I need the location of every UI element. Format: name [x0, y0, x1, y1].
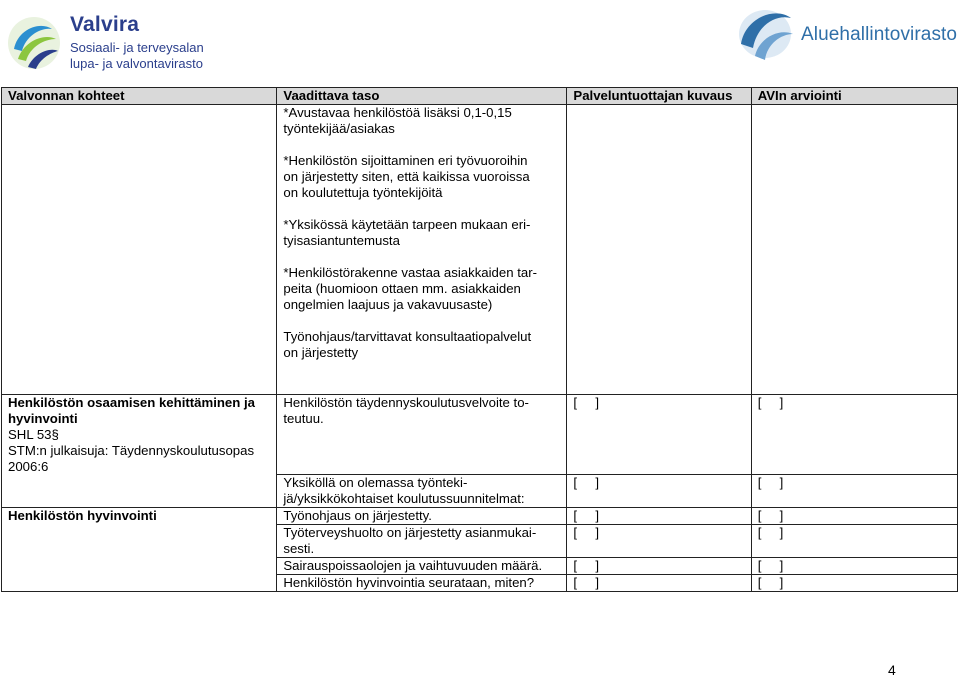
description-cell: [567, 105, 751, 395]
valvira-tagline-1: Sosiaali- ja terveysalan: [70, 40, 204, 55]
requirement-paragraph: *Henkilöstörakenne vastaa asiakkaiden tar- peita (huomioon ottaen mm. asiakkaiden ongelmien laajuus ja vakavuusaste): [283, 265, 538, 312]
header-valvonnan-kohteet: Valvonnan kohteet: [2, 88, 277, 105]
description-checkbox[interactable]: [ ]: [567, 525, 751, 558]
requirement-cell: Henkilöstön täydennyskoulutusvelvoite to- teutuu.: [277, 395, 567, 475]
requirement-cell: [277, 105, 567, 395]
table-header-row: [2, 88, 958, 105]
requirement-cell: Sairauspoissaolojen ja vaihtuvuuden määrä.: [277, 558, 567, 575]
supervision-table: [1, 87, 958, 592]
description-checkbox[interactable]: [ ]: [567, 475, 751, 508]
header-palveluntuottajan-kuvaus: Palveluntuottajan kuvaus: [567, 88, 751, 105]
valvira-tagline-2: lupa- ja valvontavirasto: [70, 56, 203, 71]
kohde-title-cont: hyvinvointi: [8, 411, 78, 426]
valvira-emblem-icon: [6, 15, 62, 71]
evaluation-checkbox[interactable]: [ ]: [751, 575, 957, 592]
evaluation-checkbox[interactable]: [ ]: [751, 508, 957, 525]
avi-emblem-icon: [735, 4, 797, 62]
requirement-paragraph: Työnohjaus/tarvittavat konsultaatiopalvelut on järjestetty: [283, 329, 532, 360]
valvira-name: Valvira: [70, 13, 140, 36]
kohde-reference: STM:n julkaisuja: Täydennyskoulutusopas: [8, 443, 255, 458]
evaluation-checkbox[interactable]: [ ]: [751, 525, 957, 558]
evaluation-checkbox[interactable]: [ ]: [751, 395, 957, 475]
description-checkbox[interactable]: [ ]: [567, 508, 751, 525]
requirement-cell: Työterveyshuolto on järjestetty asianmukai- sesti.: [277, 525, 567, 558]
page-number: 4: [888, 662, 896, 678]
kohde-reference: SHL 53§: [8, 427, 59, 442]
table-row: [2, 508, 958, 525]
evaluation-checkbox[interactable]: [ ]: [751, 558, 957, 575]
requirement-paragraph: *Avustavaa henkilöstöä lisäksi 0,1-0,15 työntekijää/asiakas: [283, 105, 512, 136]
kohde-reference: 2006:6: [8, 459, 49, 474]
description-checkbox[interactable]: [ ]: [567, 575, 751, 592]
requirement-paragraph: *Yksikössä käytetään tarpeen mukaan eri- tyisasiantuntemusta: [283, 217, 531, 248]
requirement-cell: Työnohjaus on järjestetty.: [277, 508, 567, 525]
evaluation-cell: [751, 105, 957, 395]
kohde-cell-empty: [2, 105, 277, 395]
avi-name: Aluehallintovirasto: [801, 24, 958, 45]
requirement-paragraph: *Henkilöstön sijoittaminen eri työvuoroihin on järjestetty siten, että kaikissa vuoroissa on koulutettuja työntekijöitä: [283, 153, 530, 200]
table-row: [2, 105, 958, 395]
description-checkbox[interactable]: [ ]: [567, 395, 751, 475]
evaluation-checkbox[interactable]: [ ]: [751, 475, 957, 508]
valvira-logo: [6, 13, 206, 71]
description-checkbox[interactable]: [ ]: [567, 558, 751, 575]
kohde-title: Henkilöstön osaamisen kehittäminen ja: [8, 395, 255, 410]
requirement-cell: Henkilöstön hyvinvointia seurataan, miten?: [277, 575, 567, 592]
header-avin-arviointi: AVIn arviointi: [751, 88, 957, 105]
avi-logo: [735, 4, 958, 62]
kohde-hyvinvointi: Henkilöstön hyvinvointi: [2, 508, 277, 592]
header-vaadittava-taso: Vaadittava taso: [277, 88, 567, 105]
table-row: [2, 395, 958, 475]
kohde-osaaminen: [2, 395, 277, 508]
requirement-cell: Yksiköllä on olemassa työnteki- jä/yksikkökohtaiset koulutussuunnitelmat:: [277, 475, 567, 508]
